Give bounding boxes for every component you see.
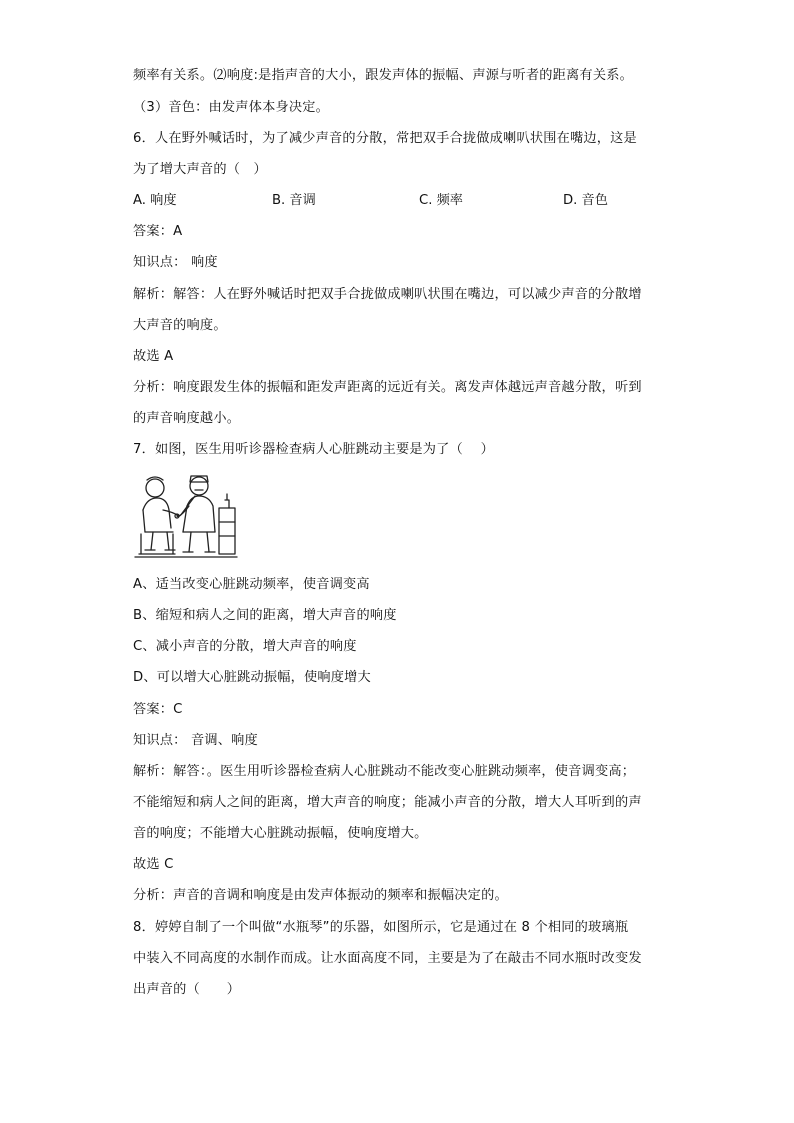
line-6: 解析：解答：人在野外喊话时把双手合拢做成喇叭状围在嘴边，可以减少声音的分散增 — [133, 287, 642, 302]
line-14: C、减小声音的分散，增大声音的响度 — [133, 639, 357, 654]
line-12: A、适当改变心脏跳动频率，使音调变高 — [133, 577, 370, 592]
line-4: 答案：A — [133, 224, 183, 239]
line-23: 8．婷婷自制了一个叫做“水瓶琴”的乐器，如图所示，它是通过在 8 个相同的玻璃瓶 — [133, 920, 629, 935]
line-8: 故选 A — [133, 349, 174, 364]
line-25: 出声音的（ ） — [133, 982, 241, 997]
line-9: 分析：响度跟发生体的振幅和距发声距离的远近有关。离发声体越远声音越分散，听到 — [133, 380, 642, 395]
line-7: 大声音的响度。 — [133, 318, 227, 333]
line-22: 分析：声音的音调和响度是由发声体振动的频率和振幅决定的。 — [133, 888, 508, 903]
q6-option-c: C. 频率 — [419, 193, 463, 208]
line-15: D、可以增大心脏跳动振幅，使响度增大 — [133, 670, 371, 685]
line-18: 解析：解答：。医生用听诊器检查病人心脏跳动不能改变心脏跳动频率，使音调变高； — [133, 764, 636, 779]
line-10: 的声音响度越小。 — [133, 411, 241, 426]
line-2: 6．人在野外喊话时，为了减少声音的分散，常把双手合拢做成喇叭状围在嘴边，这是 — [133, 131, 637, 146]
q6-option-a: A. 响度 — [133, 193, 177, 208]
line-21: 故选 C — [133, 857, 174, 872]
line-13: B、缩短和病人之间的距离，增大声音的响度 — [133, 608, 397, 623]
line-5: 知识点： 响度 — [133, 255, 218, 270]
q6-option-b: B. 音调 — [272, 193, 316, 208]
line-3: 为了增大声音的（ ） — [133, 162, 267, 177]
line-19: 不能缩短和病人之间的距离，增大声音的响度；能减小声音的分散，增大人耳听到的声 — [133, 795, 642, 810]
doctor-patient-illustration — [133, 470, 239, 560]
line-11: 7．如图，医生用听诊器检查病人心脏跳动主要是为了（ ） — [133, 442, 495, 457]
line-17: 知识点： 音调、响度 — [133, 733, 258, 748]
line-0: 频率有关系。⑵响度:是指声音的大小，跟发声体的振幅、声源与听者的距离有关系。 — [133, 68, 633, 83]
line-1: （3）音色：由发声体本身决定。 — [133, 100, 330, 115]
line-24: 中装入不同高度的水制作而成。让水面高度不同，主要是为了在敲击不同水瓶时改变发 — [133, 951, 642, 966]
line-16: 答案：C — [133, 702, 183, 717]
q6-option-d: D. 音色 — [563, 193, 608, 208]
line-20: 音的响度；不能增大心脏跳动振幅，使响度增大。 — [133, 826, 428, 841]
